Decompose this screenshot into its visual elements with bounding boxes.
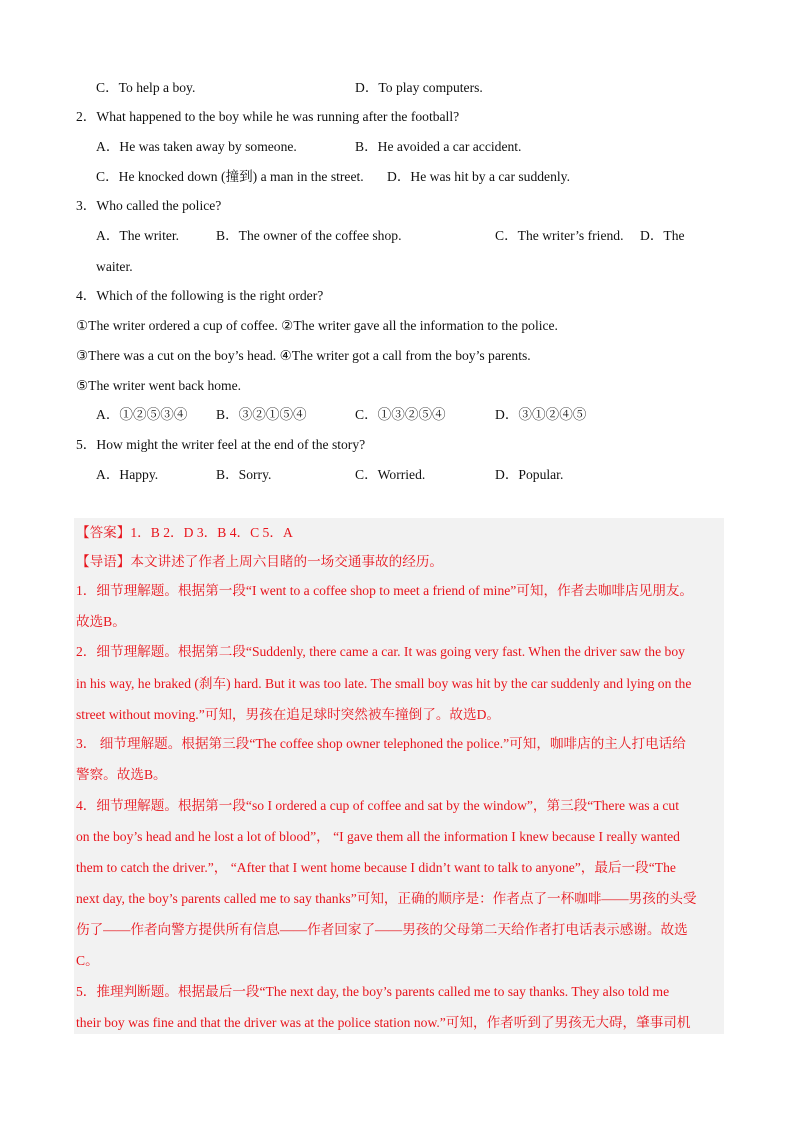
explanation-4-line-5: 伤了——作者向警方提供所有信息——作者回家了——男孩的父母第二天给作者打电话表示感谢。故选: [76, 922, 688, 937]
q2-option-a: A．He was taken away by someone.: [96, 139, 297, 154]
q5-option-d: D．Popular.: [495, 467, 564, 482]
q4-option-a: A．①②⑤③④: [96, 407, 188, 422]
q2-option-b: B．He avoided a car accident.: [355, 139, 522, 154]
explanation-2-line-1: 2．细节理解题。根据第二段“Suddenly, there came a car. It was going very fast. When the driver saw the boy: [76, 644, 685, 659]
q2-option-c: C．He knocked down (撞到) a man in the street.: [96, 169, 364, 184]
q5-question: 5．How might the writer feel at the end of the story?: [76, 437, 366, 452]
q3-option-d-continued: waiter.: [96, 259, 133, 274]
explanation-5-line-2: their boy was fine and that the driver was at the police station now.”可知，作者听到了男孩无大碍，肇事司机: [76, 1015, 691, 1030]
guide-intro: 【导语】本文讲述了作者上周六目睹的一场交通事故的经历。: [76, 554, 444, 569]
explanation-4-line-6: C。: [76, 953, 99, 968]
q4-question: 4．Which of the following is the right order?: [76, 288, 324, 303]
q4-items-line-1: ①The writer ordered a cup of coffee. ②The writer gave all the information to the police.: [76, 318, 558, 333]
q1-option-c: C．To help a boy.: [96, 80, 196, 95]
explanation-4-line-3: them to catch the driver.”， “After that I went home because I didn’t want to talk to anyone”，最后一段“The: [76, 860, 676, 875]
q4-option-d: D．③①②④⑤: [495, 407, 587, 422]
q3-option-d: D．The: [640, 228, 685, 243]
explanation-1-line-1: 1．细节理解题。根据第一段“I went to a coffee shop to meet a friend of mine”可知，作者去咖啡店见朋友。: [76, 583, 694, 598]
q4-items-line-2: ③There was a cut on the boy’s head. ④The writer got a call from the boy’s parents.: [76, 348, 531, 363]
q5-option-b: B．Sorry.: [216, 467, 272, 482]
q5-option-c: C．Worried.: [355, 467, 426, 482]
q3-option-c: C．The writer’s friend.: [495, 228, 624, 243]
explanation-2-line-3: street without moving.”可知，男孩在追足球时突然被车撞倒了。故选D。: [76, 707, 501, 722]
explanation-2-line-2: in his way, he braked (刹车) hard. But it was too late. The small boy was hit by the car suddenly and lying on the: [76, 676, 692, 691]
q3-question: 3．Who called the police?: [76, 198, 222, 213]
explanation-4-line-1: 4．细节理解题。根据第一段“so I ordered a cup of coffee and sat by the window”，第三段“There was a cut: [76, 798, 679, 813]
explanation-4-line-4: next day, the boy’s parents called me to say thanks”可知，正确的顺序是：作者点了一杯咖啡——男孩的头受: [76, 891, 697, 906]
q4-option-b: B．③②①⑤④: [216, 407, 307, 422]
q3-option-a: A．The writer.: [96, 228, 180, 243]
q4-items-line-3: ⑤The writer went back home.: [76, 378, 242, 393]
q3-option-b: B．The owner of the coffee shop.: [216, 228, 402, 243]
explanation-4-line-2: on the boy’s head and he lost a lot of blood”， “I gave them all the information I knew because I really wanted: [76, 829, 680, 844]
q4-option-c: C．①③②⑤④: [355, 407, 446, 422]
explanation-5-line-1: 5．推理判断题。根据最后一段“The next day, the boy’s parents called me to say thanks. They also told me: [76, 984, 670, 999]
explanation-3-line-1: 3． 细节理解题。根据第三段“The coffee shop owner telephoned the police.”可知，咖啡店的主人打电话给: [76, 736, 686, 751]
q5-option-a: A．Happy.: [96, 467, 159, 482]
q1-option-d: D．To play computers.: [355, 80, 483, 95]
explanation-3-line-2: 警察。故选B。: [76, 767, 167, 782]
answer-key: 【答案】1．B 2．D 3．B 4．C 5．A: [76, 525, 293, 540]
q2-question: 2．What happened to the boy while he was running after the football?: [76, 109, 460, 124]
q2-option-d: D．He was hit by a car suddenly.: [387, 169, 570, 184]
explanation-1-line-2: 故选B。: [76, 614, 126, 629]
